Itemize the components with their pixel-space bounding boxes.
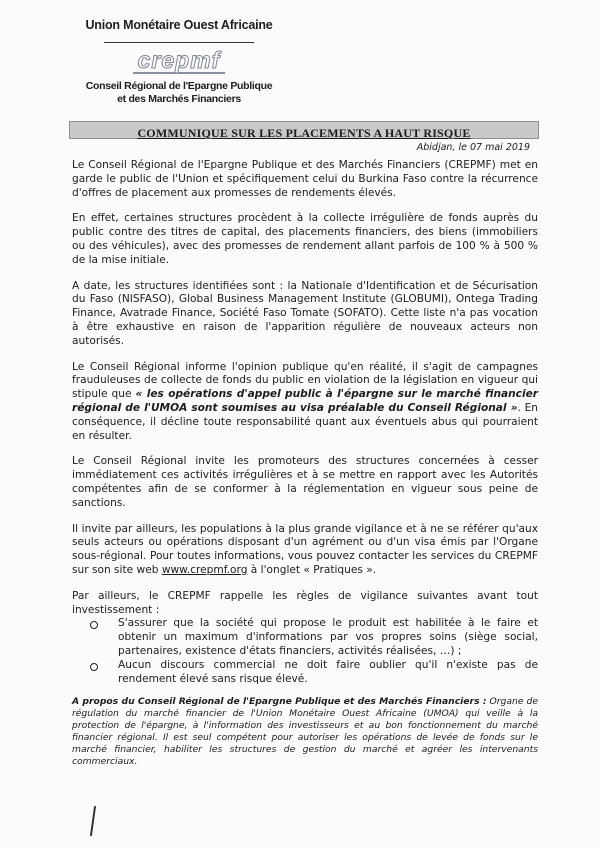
paragraph-6	[72, 523, 538, 578]
about-lead: A propos du Conseil Régional de l'Epargne Publique et des Marchés Financiers :	[72, 696, 487, 708]
council-name-line1: Conseil Régional de l'Epargne Publique	[85, 80, 273, 92]
paragraph-6-start: Il invite par ailleurs, les populations à la plus grande vigilance et à ne se référer qu'aux seuls acteurs ou opérations disposant d'un agrément ou d'un visa émis par l'Organe sous-régional. Pour toutes informations, vous pouvez contacter les services du CREPMF sur son site web	[72, 522, 538, 576]
list-item	[72, 617, 538, 658]
circle-bullet-icon	[90, 621, 98, 629]
circle-bullet-icon	[90, 663, 98, 671]
paragraph-5: Le Conseil Régional invite les promoteurs des structures concernées à cesser immédiatement ces activités irrégulières et à se mettre en rapport avec les Autorités compétentes afin de se conformer à la réglementation en vigueur sous peine de sanctions.	[72, 455, 538, 509]
list-item	[72, 659, 538, 687]
paragraph-4-start: Le Conseil Régional informe l'opinion publique qu'en réalité, il s'agit de campagnes frauduleuses de collecte de fonds du public en violation de la législation en vigueur qui stipule que	[72, 360, 538, 401]
council-name-line2: et des Marchés Financiers	[117, 93, 241, 105]
communique-body	[72, 159, 538, 768]
list-item-text: Aucun discours commercial ne doit faire oublier qu'il n'existe pas de rendement élevé sans risque élevé.	[118, 658, 538, 685]
title-banner	[69, 121, 539, 139]
website-link[interactable]: www.crepmf.org	[161, 563, 248, 576]
paragraph-4-end: . En conséquence, il décline toute responsabilité quant aux éventuels abus qui pourraient en résulter.	[72, 401, 538, 442]
letterhead	[84, 10, 274, 106]
vigilance-rules-list	[72, 617, 538, 686]
document-date: Abidjan, le 07 mai 2019	[416, 142, 530, 153]
legal-quote: « les opérations d'appel public à l'épargne sur le marché financier régional de l'UMOA sont soumises au visa préalable du Conseil Régional »	[72, 388, 538, 414]
organization-name: Union Monétaire Ouest Africaine	[85, 18, 273, 32]
paragraph-7: Par ailleurs, le CREPMF rappelle les règles de vigilance suivantes avant tout investissement :	[72, 589, 538, 616]
header-divider	[104, 42, 254, 43]
crepmf-logo: crepmf	[137, 47, 221, 73]
pen-mark	[90, 806, 96, 836]
paragraph-1: Le Conseil Régional de l'Epargne Publique et des Marchés Financiers (CREPMF) met en garde le public de l'Union et spécifiquement celui du Burkina Faso contre la récurrence d'offres de placement aux promesses de rendements élevés.	[72, 159, 538, 199]
list-item-text: S'assurer que la société qui propose le produit est habilitée à le faire et obtenir un maximum d'informations par vos propres soins (siège social, partenaires, existence d'états financiers, activités réalisées, …) ;	[118, 617, 538, 657]
about-section	[72, 696, 538, 768]
paragraph-4	[72, 361, 538, 444]
paragraph-6-end: à l'onglet « Pratiques ».	[247, 563, 377, 576]
paragraph-3: A date, les structures identifiées sont : la Nationale d'Identification et de Sécurisation du Faso (NISFASO), Global Business Management Institute (GLOBUMI), Ontega Trading Finance, Avatrade Finance, Société Faso Tomate (SOFATO). Cette liste n'a pas vocation à être exhaustive en raison de l'apparition régulière de nouveaux acteurs non autorisés.	[72, 279, 538, 347]
paragraph-2: En effet, certaines structures procèdent à la collecte irrégulière de fonds auprès du public contre des titres de capital, des placements financiers, des biens (immobiliers ou des véhicules), avec des promesses de rendement allant parfois de 100 % à 500 % de la mise initiale.	[72, 212, 538, 266]
council-name	[84, 80, 274, 106]
document-title: COMMUNIQUE SUR LES PLACEMENTS A HAUT RISQUE	[137, 126, 471, 140]
about-text: Organe de régulation du marché financier de l'Union Monétaire Ouest Africaine (UMOA) qui veille à la protection de l'épargne, à l'information des investisseurs et au bon fonctionnement du marché financier régional. Il est seul compétent pour autoriser les opérations de levée de fonds sur le marché financier, habiliter les structures de gestion du marché et agréer les intervenants commerciaux.	[72, 696, 538, 768]
